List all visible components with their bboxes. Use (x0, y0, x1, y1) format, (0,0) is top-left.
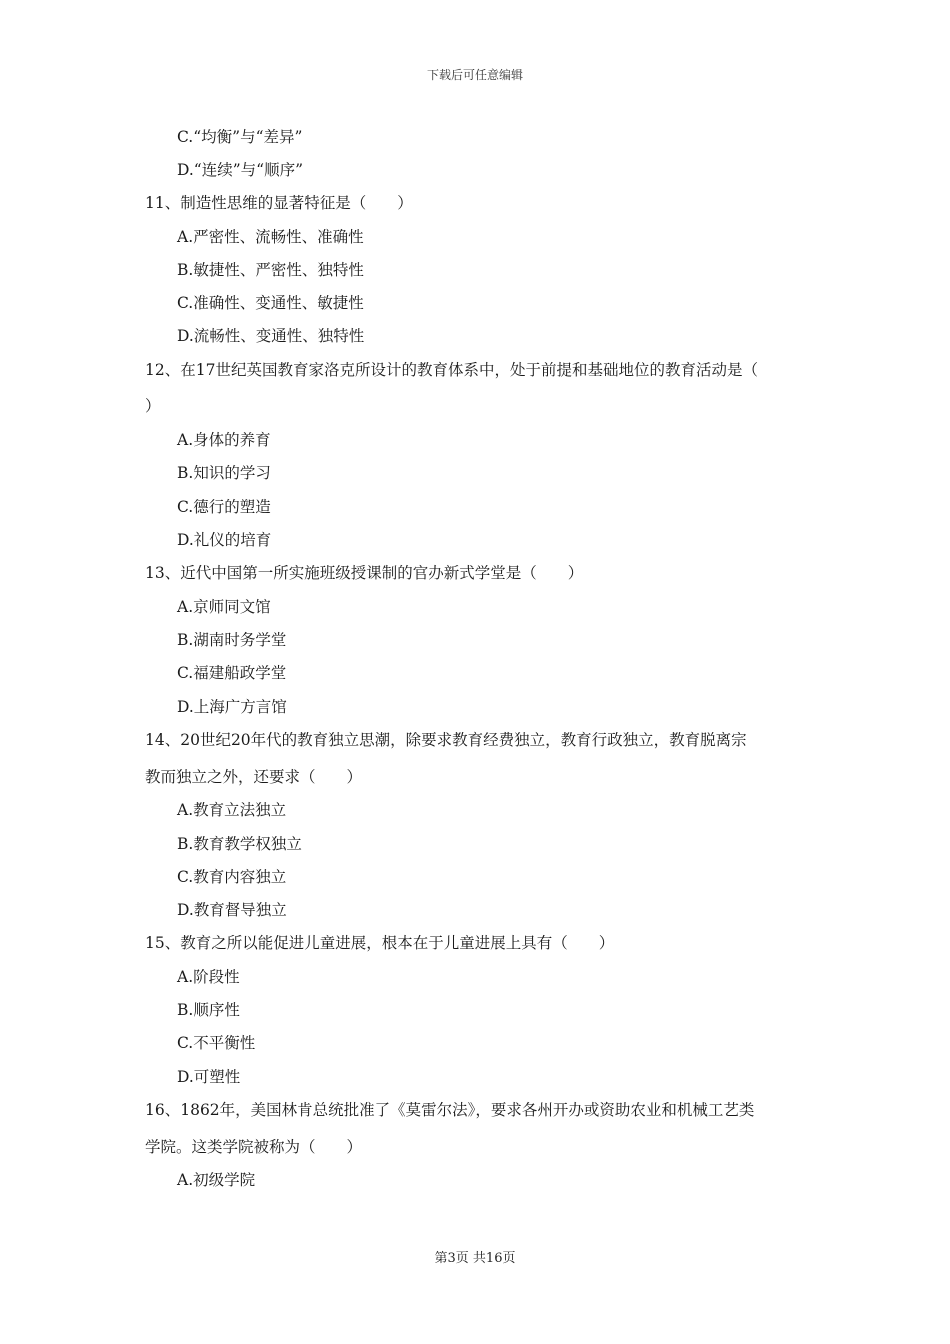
option-line: C.不平衡性 (177, 1034, 256, 1052)
option-line: A.阶段性 (177, 968, 240, 986)
question-line: ） (145, 397, 161, 415)
question-line: 12、在17世纪英国教育家洛克所设计的教育体系中，处于前提和基础地位的教育活动是（ (145, 361, 758, 379)
question-line: 15、教育之所以能促进儿童进展，根本在于儿童进展上具有（ ） (145, 934, 615, 952)
option-line: A.身体的养育 (177, 431, 271, 449)
option-line: A.京师同文馆 (177, 598, 271, 616)
option-line: A.初级学院 (177, 1171, 256, 1189)
page-number-footer: 第3页 共16页 (434, 1251, 516, 1266)
option-line: A.严密性、流畅性、准确性 (177, 228, 364, 246)
option-line: D.礼仪的培育 (177, 531, 272, 549)
page-header: 下载后可任意编辑 (426, 68, 523, 82)
option-line: D.可塑性 (177, 1068, 241, 1086)
option-line: D.教育督导独立 (177, 901, 287, 919)
option-line: C.德行的塑造 (177, 498, 271, 516)
question-line: 16、1862年，美国林肯总统批准了《莫雷尔法》，要求各州开办或资助农业和机械工艺类 (145, 1101, 755, 1119)
option-line: D.上海广方言馆 (177, 698, 287, 716)
question-line: 13、近代中国第一所实施班级授课制的官办新式学堂是（ ） (145, 564, 584, 582)
option-line: C.福建船政学堂 (177, 664, 287, 682)
option-line: A.教育立法独立 (177, 801, 287, 819)
option-line: B.湖南时务学堂 (177, 631, 287, 649)
question-line: 学院。这类学院被称为（ ） (145, 1138, 363, 1156)
question-line: 11、制造性思维的显著特征是（ ） (145, 194, 413, 212)
question-line: 教而独立之外，还要求（ ） (145, 768, 363, 786)
option-line: C.教育内容独立 (177, 868, 287, 886)
option-line: D.“连续”与“顺序” (177, 161, 303, 179)
option-line: B.顺序性 (177, 1001, 240, 1019)
option-line: D.流畅性、变通性、独特性 (177, 327, 365, 345)
option-line: B.教育教学权独立 (177, 835, 302, 853)
question-line: 14、20世纪20年代的教育独立思潮，除要求教育经费独立，教育行政独立，教育脱离宗 (145, 731, 747, 749)
option-line: B.知识的学习 (177, 464, 271, 482)
option-line: B.敏捷性、严密性、独特性 (177, 261, 364, 279)
option-line: C.“均衡”与“差异” (177, 128, 303, 146)
option-line: C.准确性、变通性、敏捷性 (177, 294, 364, 312)
